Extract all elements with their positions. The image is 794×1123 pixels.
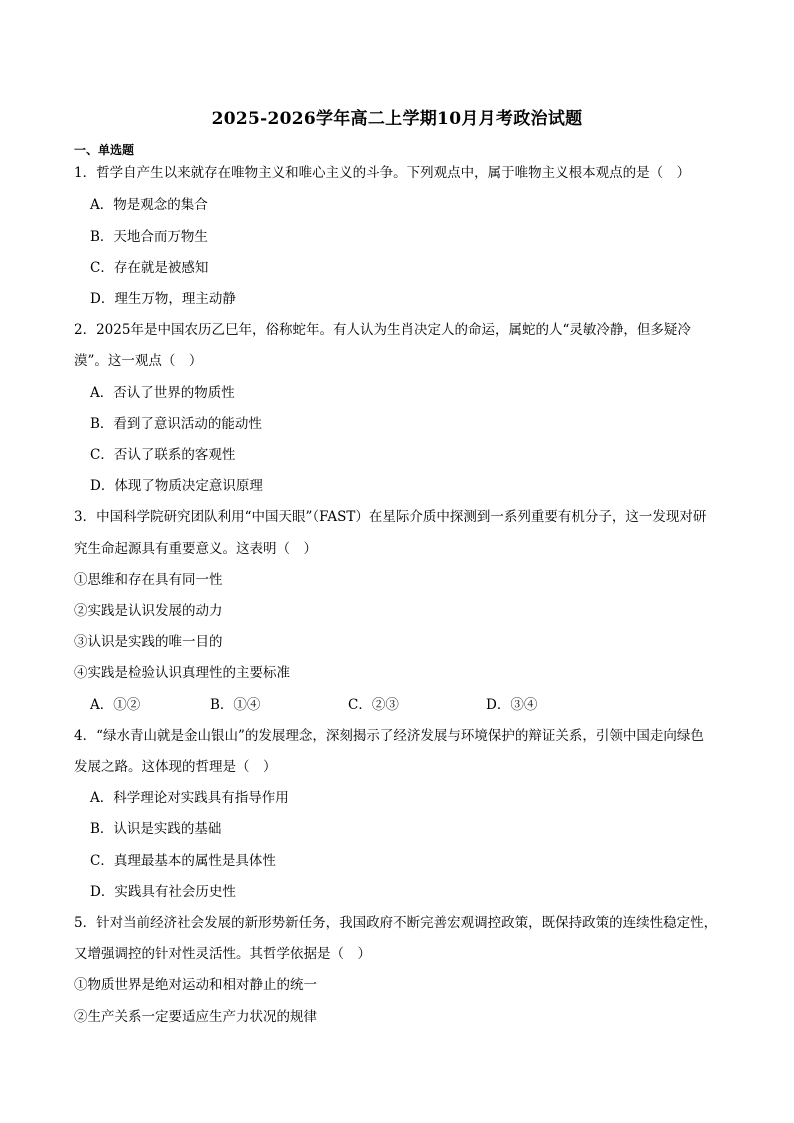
question-5-stem-line-1: 5．针对当前经济社会发展的新形势新任务，我国政府不断完善宏观调控政策，既保持政策的连续性稳定性， [74, 915, 718, 931]
question-2-option-b[interactable]: B．看到了意识活动的能动性 [90, 416, 262, 432]
question-3-stem-line-2: 究生命起源具有重要意义。这表明（ ） [74, 541, 317, 557]
question-3-statement-2: ②实践是认识发展的动力 [74, 603, 223, 619]
question-4-option-d[interactable]: D．实践具有社会历史性 [90, 884, 236, 900]
question-2-stem-line-1: 2．2025年是中国农历乙巳年，俗称蛇年。有人认为生肖决定人的命运，属蛇的人“灵敏冷静，但多疑冷 [74, 322, 691, 338]
question-3-statement-1: ①思维和存在具有同一性 [74, 572, 223, 588]
question-5-statement-2: ②生产关系一定要适应生产力状况的规律 [74, 1009, 317, 1025]
question-3-option-c[interactable]: C．②③ [348, 697, 399, 713]
question-1-option-b[interactable]: B．天地合而万物生 [90, 229, 208, 245]
section-heading: 一、单选题 [74, 143, 135, 157]
question-1-option-d[interactable]: D．理生万物，理主动静 [90, 291, 236, 307]
question-4-option-a[interactable]: A．科学理论对实践具有指导作用 [90, 790, 289, 806]
question-3-option-a[interactable]: A．①② [90, 697, 141, 713]
question-5-stem-line-2: 又增强调控的针对性灵活性。其哲学依据是（ ） [74, 946, 371, 962]
question-2-option-d[interactable]: D．体现了物质决定意识原理 [90, 478, 263, 494]
question-3-option-d[interactable]: D．③④ [486, 697, 538, 713]
question-3-stem-line-1: 3．中国科学院研究团队利用“中国天眼”（FAST）在星际介质中探测到一系列重要有机分子，这一发现对研 [74, 509, 707, 525]
question-5-statement-1: ①物质世界是绝对运动和相对静止的统一 [74, 977, 317, 993]
question-4-stem-line-1: 4．“绿水青山就是金山银山”的发展理念，深刻揭示了经济发展与环境保护的辩证关系，引领中国走向绿色 [74, 728, 704, 744]
page-title: 2025-2026学年高二上学期10月月考政治试题 [211, 109, 583, 129]
question-2-stem-line-2: 漠”。这一观点（ ） [74, 353, 203, 369]
question-2-option-c[interactable]: C．否认了联系的客观性 [90, 447, 236, 463]
question-3-statement-4: ④实践是检验认识真理性的主要标准 [74, 665, 290, 681]
question-3-option-b[interactable]: B．①④ [210, 697, 261, 713]
question-3-statement-3: ③认识是实践的唯一目的 [74, 634, 223, 650]
question-2-option-a[interactable]: A．否认了世界的物质性 [90, 385, 235, 401]
question-1-option-c[interactable]: C．存在就是被感知 [90, 260, 209, 276]
question-4-option-c[interactable]: C．真理最基本的属性是具体性 [90, 853, 276, 869]
question-4-stem-line-2: 发展之路。这体现的哲理是（ ） [74, 759, 277, 775]
question-1-option-a[interactable]: A．物是观念的集合 [90, 197, 208, 213]
question-4-option-b[interactable]: B．认识是实践的基础 [90, 821, 222, 837]
question-1-stem: 1．哲学自产生以来就存在唯物主义和唯心主义的斗争。下列观点中，属于唯物主义根本观点的是（ ） [74, 165, 691, 181]
